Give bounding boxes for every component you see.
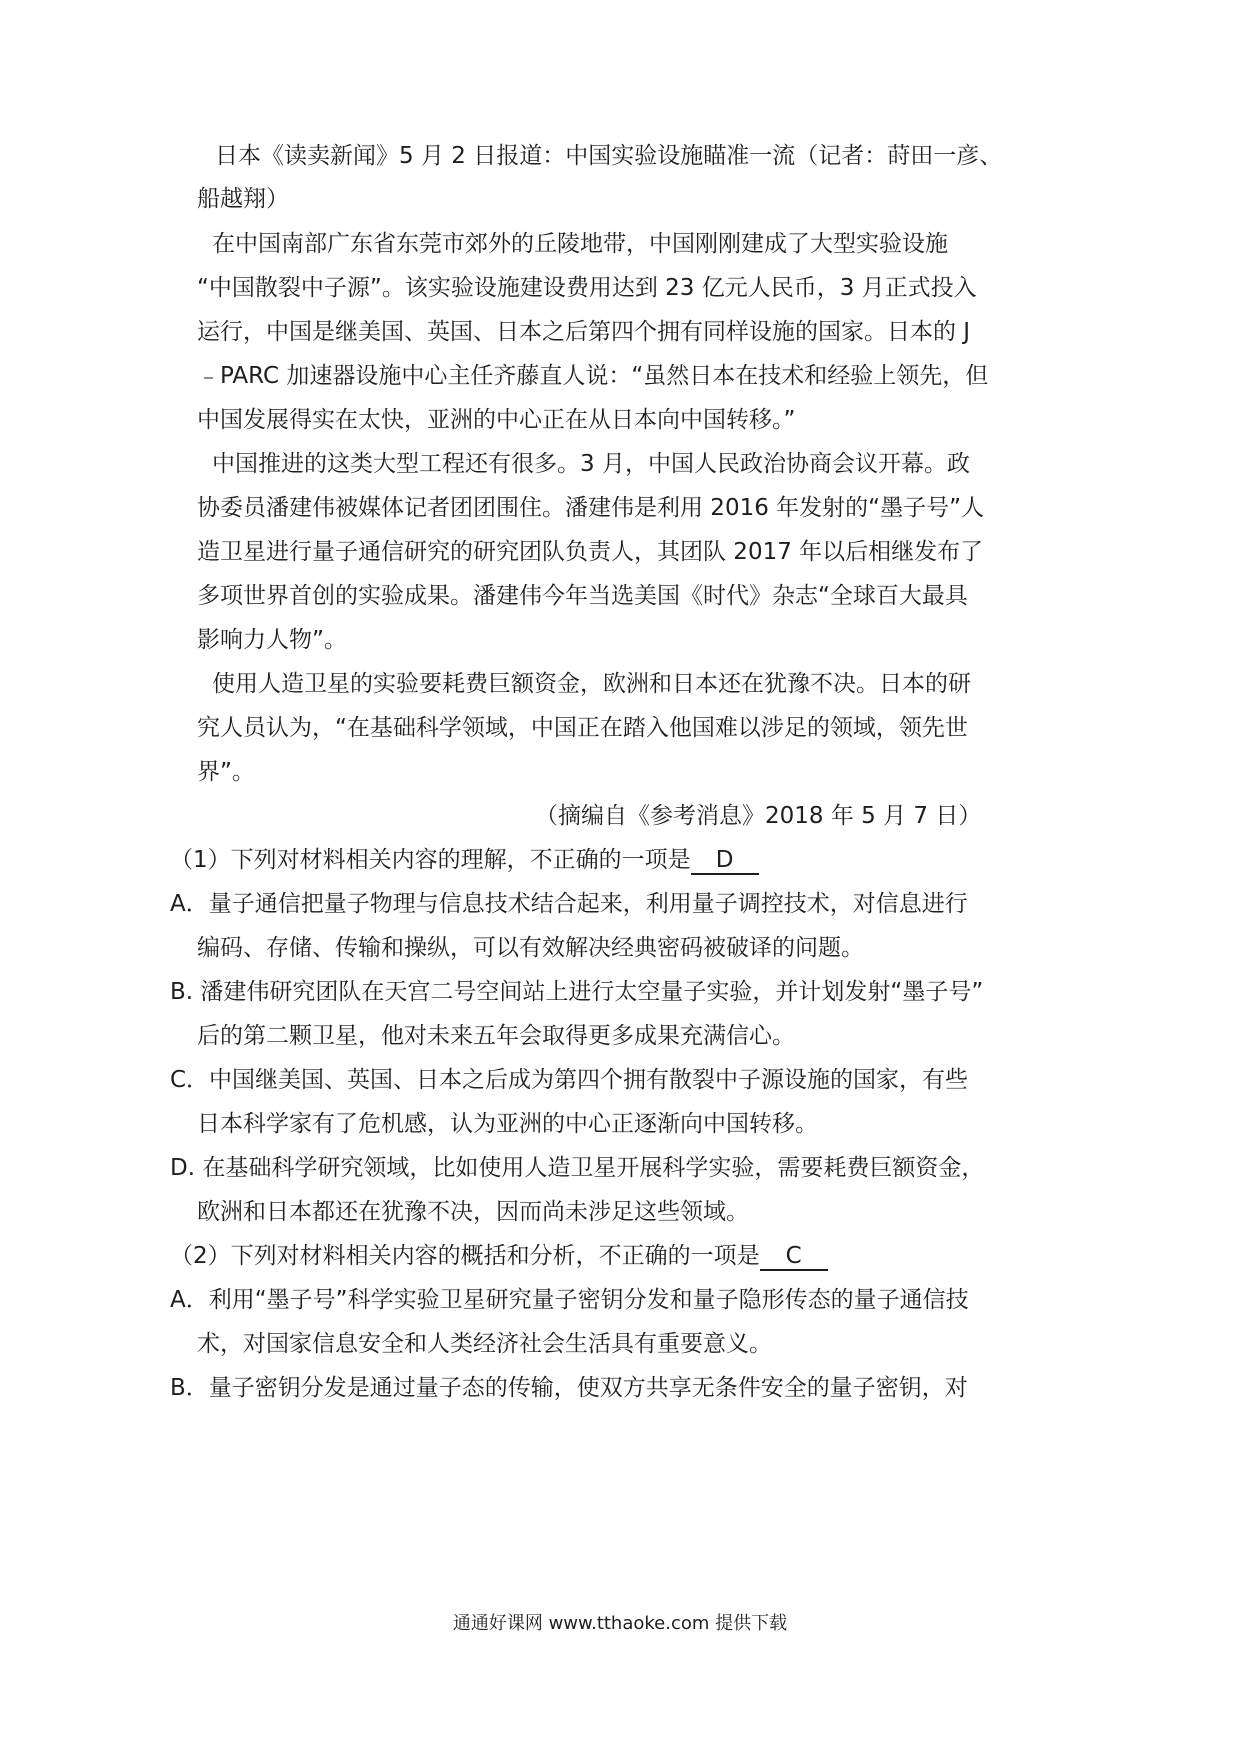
question-2-option-a: A．利用“墨子号”科学实验卫星研究量子密钥分发和量子隐形传态的量子通信技	[170, 1287, 969, 1313]
article-paragraph-line: 界”。	[197, 759, 255, 785]
question-2-answer: C	[760, 1243, 828, 1271]
article-paragraph-line: 协委员潘建伟被媒体记者团团围住。潘建伟是利用 2016 年发射的“墨子号”人	[197, 495, 984, 521]
article-paragraph-line: “中国散裂中子源”。该实验设施建设费用达到 23 亿元人民币，3 月正式投入	[197, 275, 977, 301]
question-1-option-c-cont: 日本科学家有了危机感，认为亚洲的中心正逐渐向中国转移。	[197, 1111, 818, 1137]
question-1-stem	[170, 845, 759, 875]
article-paragraph-line: 影响力人物”。	[197, 627, 347, 653]
question-2-option-b: B．量子密钥分发是通过量子态的传输，使双方共享无条件安全的量子密钥，对	[170, 1375, 968, 1401]
question-1-option-a-cont: 编码、存储、传输和操纵，可以有效解决经典密码被破译的问题。	[197, 935, 864, 961]
question-1-stem-text: （1）下列对材料相关内容的理解，不正确的一项是	[170, 847, 691, 873]
article-paragraph-line: 多项世界首创的实验成果。潘建伟今年当选美国《时代》杂志“全球百大最具	[197, 583, 968, 609]
question-1-option-d-cont: 欧洲和日本都还在犹豫不决，因而尚未涉足这些领域。	[197, 1199, 749, 1225]
article-paragraph-line: 造卫星进行量子通信研究的研究团队负责人，其团队 2017 年以后相继发布了	[197, 539, 984, 565]
article-source: （摘编自《参考消息》2018 年 5 月 7 日）	[535, 803, 982, 829]
article-paragraph-line: 在中国南部广东省东莞市郊外的丘陵地带，中国刚刚建成了大型实验设施	[212, 231, 948, 257]
question-1-answer: D	[691, 847, 759, 875]
article-paragraph-line: 中国推进的这类大型工程还有很多。3 月，中国人民政治协商会议开幕。政	[212, 451, 970, 477]
article-paragraph-line: 使用人造卫星的实验要耗费巨额资金，欧洲和日本还在犹豫不决。日本的研	[212, 671, 971, 697]
question-1-option-a: A．量子通信把量子物理与信息技术结合起来，利用量子调控技术，对信息进行	[170, 891, 968, 917]
question-2-stem	[170, 1241, 828, 1271]
page-footer: 通通好课网 www.tthaoke.com 提供下载	[452, 1613, 788, 1634]
article-paragraph-line: 运行，中国是继美国、英国、日本之后第四个拥有同样设施的国家。日本的 J	[197, 319, 971, 345]
article-paragraph-line: 究人员认为，“在基础科学领域，中国正在踏入他国难以涉足的领域，领先世	[197, 715, 968, 741]
question-2-stem-text: （2）下列对材料相关内容的概括和分析，不正确的一项是	[170, 1243, 760, 1269]
question-1-option-c: C．中国继美国、英国、日本之后成为第四个拥有散裂中子源设施的国家，有些	[170, 1067, 969, 1093]
article-headline-cont: 船越翔）	[197, 186, 289, 212]
question-1-option-b: B. 潘建伟研究团队在天宫二号空间站上进行太空量子实验，并计划发射“墨子号”	[170, 979, 984, 1005]
question-2-option-a-cont: 术，对国家信息安全和人类经济社会生活具有重要意义。	[197, 1331, 772, 1357]
question-1-option-d: D. 在基础科学研究领域，比如使用人造卫星开展科学实验，需要耗费巨额资金，	[170, 1155, 985, 1181]
article-paragraph-line: 中国发展得实在太快，亚洲的中心正在从日本向中国转移。”	[197, 407, 796, 433]
article-headline: 日本《读卖新闻》5 月 2 日报道：中国实验设施瞄准一流（记者：莳田一彦、	[215, 143, 1003, 169]
question-1-option-b-cont: 后的第二颗卫星，他对未来五年会取得更多成果充满信心。	[197, 1023, 795, 1049]
article-paragraph-line: ﹣PARC 加速器设施中心主任齐藤直人说：“虽然日本在技术和经验上领先，但	[197, 363, 989, 389]
